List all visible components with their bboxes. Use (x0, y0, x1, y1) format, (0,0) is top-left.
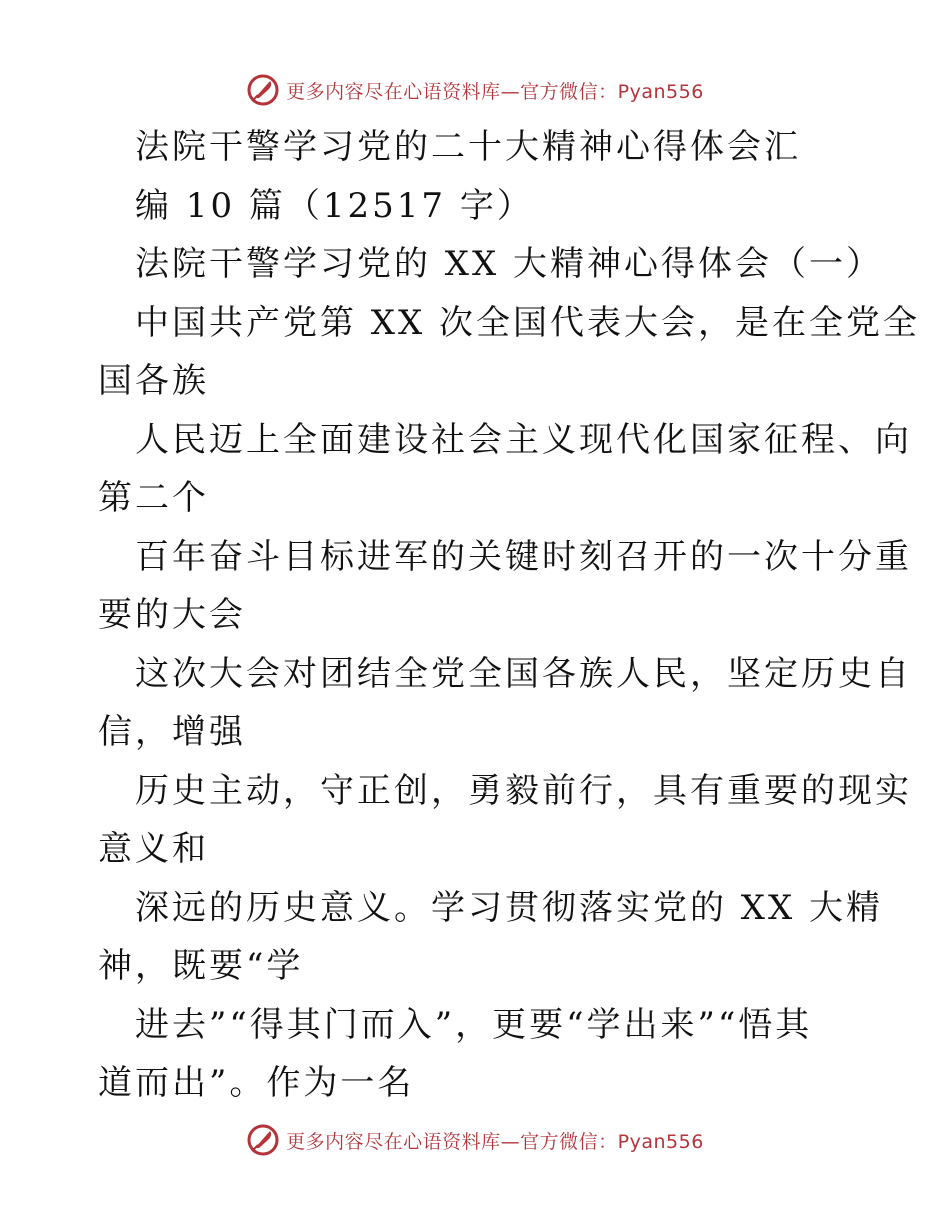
document-body (0, 118, 950, 1113)
text-line: 意义和 (98, 829, 209, 869)
text-line: 中国共产党第 XX 次全国代表大会，是在全党全 (135, 302, 921, 343)
text-line: 进去”“得其门而入”，更要“学出来”“悟其 (135, 1004, 813, 1045)
text-line: 道而出”。作为一名 (98, 1063, 415, 1103)
feather-pen-logo-icon (246, 1123, 280, 1157)
text-line: 百年奋斗目标进军的关键时刻召开的一次十分重 (135, 536, 912, 577)
feather-pen-logo-icon (246, 73, 280, 107)
header-banner-text: 更多内容尽在心语资料库—官方微信：Pyan556 (286, 80, 704, 103)
text-line: 国各族 (98, 361, 209, 401)
footer-banner (0, 1120, 950, 1160)
text-line: 深远的历史意义。学习贯彻落实党的 XX 大精 (135, 887, 884, 928)
text-line: 信，增强 (98, 712, 246, 752)
text-line: 这次大会对团结全党全国各族人民，坚定历史自 (135, 653, 912, 694)
text-line: 历史主动，守正创，勇毅前行，具有重要的现实 (135, 770, 912, 811)
text-line: 第二个 (98, 478, 209, 518)
text-line: 神，既要“学 (98, 946, 304, 986)
text-line: 人民迈上全面建设社会主义现代化国家征程、向 (135, 419, 912, 460)
text-line: 法院干警学习党的 XX 大精神心得体会（一） (135, 244, 884, 284)
text-line: 法院干警学习党的二十大精神心得体会汇 (135, 127, 801, 167)
header-banner (0, 70, 950, 110)
text-line: 编 10 篇（12517 字） (135, 185, 534, 226)
text-line: 要的大会 (98, 595, 246, 635)
footer-banner-text: 更多内容尽在心语资料库—官方微信：Pyan556 (286, 1130, 704, 1153)
